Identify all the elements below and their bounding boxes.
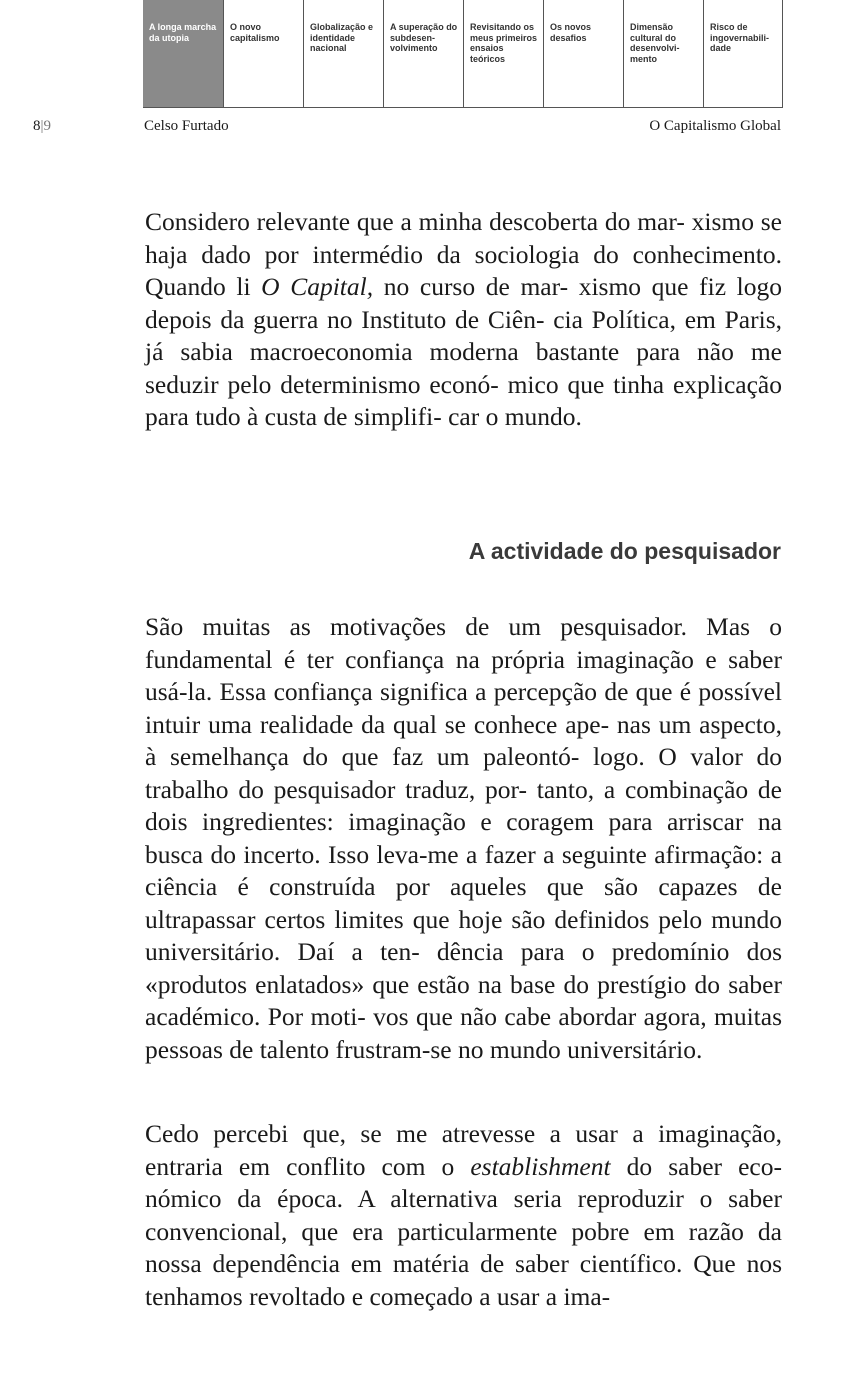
nav-item-globalizacao[interactable]: Globalização e identidade nacional [303,0,383,108]
nav-item-superacao[interactable]: A superação do subdesen-volvimento [383,0,463,108]
nav-item-novos-desafios[interactable]: Os novos desafios [543,0,623,108]
body-paragraph-1 [145,206,782,434]
author-name: Celso Furtado [144,118,229,134]
running-header [0,118,841,138]
body-paragraph-2: São muitas as motivações de um pesquisador. Mas o fundamental é ter confiança na própria imaginação e saber usá-la. Essa confiança significa a percepção de que é possível intuir uma realidade da qual se conhece ape- nas um aspecto, à semelhança do que faz um paleontó- logo. O valor do trabalho do pesquisador traduz, por- tanto, a combinação de dois ingredientes: imaginação e coragem para arriscar na busca do incerto. Isso leva-me a fazer a seguinte afirmação: a ciência é construída por aqueles que são capazes de ultrapassar certos limites que hoje são definidos pelo mundo universitário. Daí a ten- dência para o predomínio dos «produtos enlatados» que estão na base do prestígio do saber académico. Por moti- vos que não cabe abordar agora, muitas pessoas de talento frustram-se no mundo universitário. [145,612,782,1064]
italic-term: establishment [470,1151,611,1181]
nav-item-risco[interactable]: Risco de ingovernabili-dade [703,0,783,108]
text-span: Considero relevante que a minha descoberta do mar- xismo se haja dado por intermédio da sociologia do conhecimento. Quando li [145,207,782,301]
nav-item-revisitando[interactable]: Revisitando os meus primeiros ensaios teóricos [463,0,543,108]
page-number [33,118,51,135]
nav-item-a-longa-marcha[interactable]: A longa marcha da utopia [143,0,223,108]
text-span: do saber eco- nómico da época. A alternativa seria reproduzir o saber convencional, que era particularmente pobre em razão da nossa dependência em matéria de saber científico. Que nos tenhamos revoltado e começado a usar a ima- [145,1151,782,1311]
body-paragraph-3 [145,1118,782,1313]
book-title: O Capitalismo Global [649,118,781,134]
text-span: no curso de mar- xismo que fiz logo depois da guerra no Instituto de Ciên- cia Política, em Paris, já sabia macroeconomia moderna bastante para não me seduzir pelo determinismo econó- mico que tinha explicação para tudo à custa de simplifi- car o mundo. [145,272,782,431]
nav-item-dimensao-cultural[interactable]: Dimensão cultural do desenvolvi-mento [623,0,703,108]
section-heading: A actividade do pesquisador [468,538,781,564]
text-span: Cedo percebi que, se me atrevesse a usar a imaginação, entraria em conflito com o [145,1119,782,1181]
page-separator: | [40,118,44,134]
nav-divider [143,107,783,108]
page-number-right: 9 [43,118,52,134]
chapter-navigation [143,0,783,108]
nav-item-o-novo-capitalismo[interactable]: O novo capitalismo [223,0,303,108]
italic-title: O Capital, [261,272,374,301]
page-number-left: 8 [33,118,41,134]
